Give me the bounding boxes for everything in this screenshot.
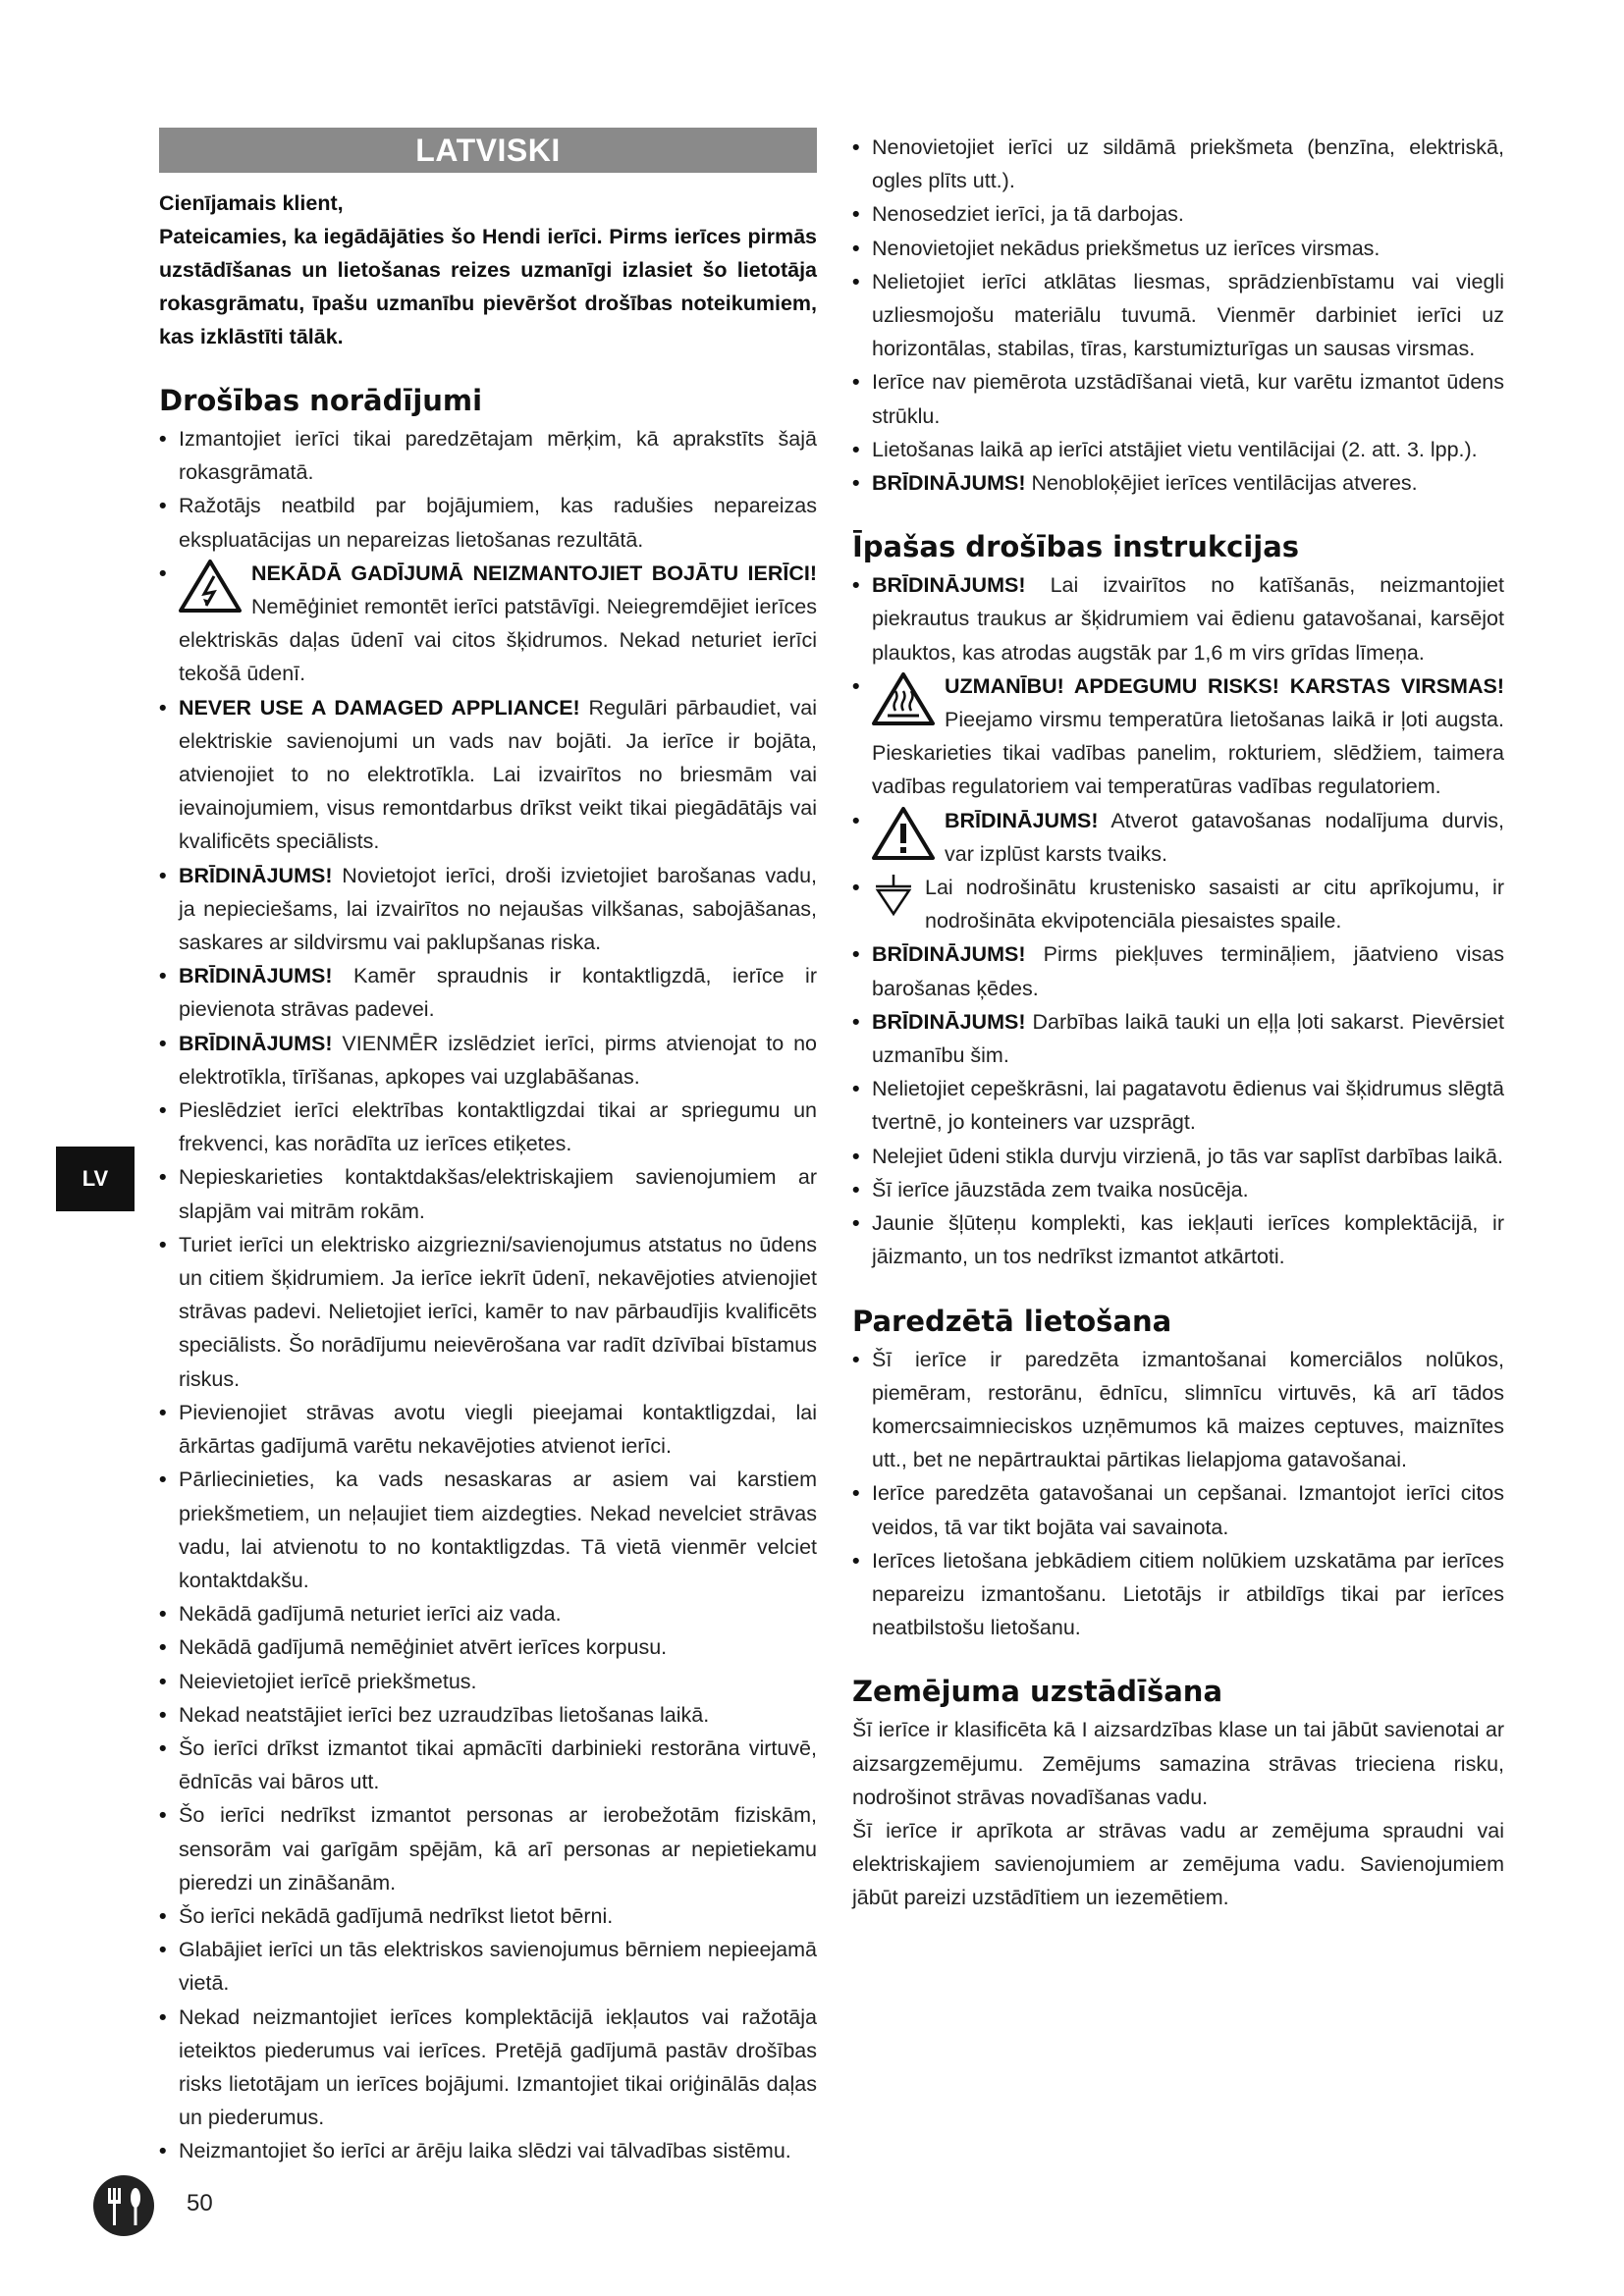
safety-heading: Drošības norādījumi: [159, 384, 483, 417]
hot-surface-bold: UZMANĪBU! APDEGUMU RISKS! KARSTAS VIRSMAS!: [945, 673, 1504, 698]
shock-warning-bold: NEKĀDĀ GADĪJUMĀ NEIZMANTOJIET BOJĀTU IERĪCI!: [251, 561, 817, 585]
page-number: 50: [187, 2190, 213, 2216]
warning-label: BRĪDINĀJUMS!: [872, 942, 1026, 967]
special-safety-list: [852, 568, 1504, 1273]
list-item: • Pievienojiet strāvas avotu viegli pieejamai kontaktligzdai, lai ārkārtas gadījumā varētu nekavējoties atvienot ierīci.: [159, 1396, 817, 1463]
warning-text: Novietojot ierīci, droši izvietojiet barošanas vadu, ja nepieciešams, lai izvairītos no nejaušas vilkšanas, sabojāšanas, saskares ar sildvirsmu vai paklupšanas riska.: [179, 863, 817, 955]
warning-label: BRĪDINĀJUMS!: [179, 863, 333, 887]
grounding-paragraph: Šī ierīce ir aprīkota ar strāvas vadu ar zemējuma spraudni vai elektriskajiem savienojumiem ar zemējuma vadu. Savienojumiem jābūt pareizi uzstādītiem un iezemētiem.: [852, 1818, 1504, 1910]
language-banner: LATVISKI: [159, 128, 817, 173]
list-item: • Nelejiet ūdeni stikla durvju virzienā, jo tās var saplīst darbības laikā.: [852, 1140, 1504, 1173]
list-item: • Nepieskarieties kontaktdakšas/elektriskajiem savienojumiem ar slapjām vai mitrām rokām.: [159, 1160, 817, 1227]
list-item: • Pieslēdziet ierīci elektrības kontaktligzdai tikai ar spriegumu un frekvenci, kas norādīta uz ierīces etiķetes.: [159, 1094, 817, 1160]
list-item: • Nelietojiet ierīci atklātas liesmas, sprādzienbīstamu vai viegli uzliesmojošu materiālu tuvumā. Vienmēr darbiniet ierīci uz horizontālas, stabilas, tīras, karstumizturīgas un sausas virsmas.: [852, 265, 1504, 366]
list-item: • Lietošanas laikā ap ierīci atstājiet vietu ventilācijai (2. att. 3. lpp.).: [852, 433, 1504, 466]
intended-use-list: [852, 1343, 1504, 1645]
intro-greeting: Cienījamais klient,: [159, 191, 344, 215]
list-item: [852, 669, 1504, 804]
language-side-tab: LV: [56, 1147, 135, 1211]
equipotential-icon: [872, 873, 915, 918]
intended-use-heading: Paredzētā lietošana: [852, 1304, 1172, 1338]
list-item: • Nekādā gadījumā nemēģiniet atvērt ierīces korpusu.: [159, 1630, 817, 1664]
warning-text: Pirms piekļuves termināļiem, jāatvieno visas barošanas ķēdes.: [872, 942, 1504, 1000]
list-item: • Ierīces lietošana jebkādiem citiem nolūkiem uzskatāma par ierīces nepareizu izmantošanu. Lietotājs ir atbildīgs tikai par ierīces neatbilstošu lietošanu.: [852, 1544, 1504, 1645]
list-item: • Šī ierīce ir paredzēta izmantošanai komerciālos nolūkos, piemēram, restorānu, ēdnīcu, slimnīcu virtuvēs, kā arī tādos komercsaimnieciskos uzņēmumos kā maizes ceptuves, maiznītes utt., bet ne nepārtrauktai pārtikas lielapjoma gatavošanai.: [852, 1343, 1504, 1477]
list-item: [852, 466, 1504, 500]
list-item: • Jaunie šļūteņu komplekti, kas iekļauti ierīces komplektācijā, ir jāizmanto, un tos nedrīkst izmantot atkārtoti.: [852, 1206, 1504, 1273]
list-item: [159, 959, 817, 1026]
cutlery-logo-icon: [92, 2174, 155, 2237]
warning-text: Kamēr spraudnis ir kontaktligzdā, ierīce ir pievienota strāvas padevei.: [179, 964, 817, 1022]
list-item: • Nenosedziet ierīci, ja tā darbojas.: [852, 197, 1504, 231]
equipotential-text: Lai nodrošinātu krustenisko sasaisti ar citu aprīkojumu, ir nodrošināta ekvipotenciāla piesaistes spaile.: [925, 876, 1504, 934]
grounding-paragraph: Šī ierīce ir klasificēta kā I aizsardzības klase un tai jābūt savienotai ar aizsargzemējumu. Zemējums samazina strāvas trieciena risku, nodrošinot strāvas novadīšanas vadu.: [852, 1718, 1504, 1809]
hot-surface-text: Pieejamo virsmu temperatūra lietošanas laikā ir ļoti augsta. Pieskarieties tikai vadības panelim, rokturiem, slēdžiem, taimera vadības regulatoriem vai temperatūras vadības regulatoriem.: [872, 708, 1504, 799]
list-item: [159, 557, 817, 691]
list-item: • Šo ierīci drīkst izmantot tikai apmācīti darbinieki restorāna virtuvē, ēdnīcās vai bāros utt.: [159, 1732, 817, 1798]
list-item: • Šo ierīci nedrīkst izmantot personas ar ierobežotām fiziskām, sensorām vai garīgām spējām, kā arī personas ar nepietiekamu pieredzi un zināšanām.: [159, 1798, 817, 1899]
electric-shock-warning-icon: [179, 559, 242, 614]
list-item: [852, 568, 1504, 669]
warning-text: VIENMĒR izslēdziet ierīci, pirms atvienojat to no elektrotīkla, tīrīšanas, apkopes vai uzglabāšanas.: [179, 1031, 817, 1089]
list-item: • Nenovietojiet nekādus priekšmetus uz ierīces virsmas.: [852, 232, 1504, 265]
list-item: • Nelietojiet cepeškrāsni, lai pagatavotu ēdienus vai šķidrumus slēgtā tvertnē, jo konteiners var uzsprāgt.: [852, 1072, 1504, 1139]
list-item: • Nekad neatstājiet ierīci bez uzraudzības lietošanas laikā.: [159, 1698, 817, 1732]
shock-warning-text: Nemēģiniet remontēt ierīci patstāvīgi. Neiegremdējiet ierīces elektriskās daļas ūdenī vai citos šķidrumos. Nekad neturiet ierīci tekošā ūdenī.: [179, 595, 817, 686]
damaged-text: Regulāri pārbaudiet, vai elektriskie savienojumi un vads nav bojāti. Ja ierīce ir bojāta, atvienojiet to no elektrotīkla. Lai izvairītos no briesmām vai ievainojumiem, visus remontdarbus drīkst veikt tikai piegādātājs vai kvalificēts speciālists.: [179, 695, 817, 854]
warning-label: BRĪDINĀJUMS!: [179, 1031, 333, 1055]
list-item: [852, 871, 1504, 937]
list-item: • Izmantojiet ierīci tikai paredzētajam mērķim, kā aprakstīts šajā rokasgrāmatā.: [159, 422, 817, 489]
list-item: • Neievietojiet ierīcē priekšmetus.: [159, 1665, 817, 1698]
list-item: • Ražotājs neatbild par bojājumiem, kas radušies nepareizas ekspluatācijas un nepareizas lietošanas rezultātā.: [159, 489, 817, 556]
list-item: • Turiet ierīci un elektrisko aizgriezni/savienojumus atstatus no ūdens un citiem šķidrumiem. Ja ierīce iekrīt ūdenī, nekavējoties atvienojiet strāvas padevi. Nelietojiet ierīci, kamēr to nav pārbaudījis kvalificēts speciālists. Šo norādījumu neievērošana var radīt dzīvībai bīstamus riskus.: [159, 1228, 817, 1396]
steam-text: Atverot gatavošanas nodalījuma durvis, var izplūst karsts tvaiks.: [945, 808, 1504, 866]
list-item: • Ierīce paredzēta gatavošanai un cepšanai. Izmantojot ierīci citos veidos, tā var tikt bojāta vai savainota.: [852, 1476, 1504, 1543]
steam-bold: BRĪDINĀJUMS!: [945, 808, 1099, 832]
list-item: • Pārliecinieties, ka vads nesaskaras ar asiem vai karstiem priekšmetiem, un neļaujiet tiem aizdegties. Nekad nevelciet strāvas vadu, lai atvienotu to no kontaktligzdas. Tā vietā vienmēr velciet kontaktdakšu.: [159, 1463, 817, 1597]
hot-surface-warning-icon: [872, 671, 935, 726]
warning-label: BRĪDINĀJUMS!: [179, 964, 333, 988]
intro: [159, 187, 817, 353]
list-item: [159, 859, 817, 960]
list-item: [159, 1027, 817, 1094]
grounding-heading: Zemējuma uzstādīšana: [852, 1675, 1223, 1709]
warning-text: Lai izvairītos no katīšanās, neizmantojiet piekrautus traukus ar šķidrumiem vai ēdienu gatavošanai, karsējot plauktos, kas atrodas augstāk par 1,6 m virs grīdas līmeņa.: [872, 573, 1504, 665]
warning-label: BRĪDINĀJUMS!: [872, 573, 1026, 598]
list-item: • Nenovietojiet ierīci uz sildāmā priekšmeta (benzīna, elektriskā, ogles plīts utt.).: [852, 131, 1504, 197]
left-column: [159, 128, 817, 2168]
warning-label: BRĪDINĀJUMS!: [872, 1009, 1026, 1034]
warning-text: Darbības laikā tauki un eļļa ļoti sakarst. Pievērsiet uzmanību šim.: [872, 1009, 1504, 1068]
list-item: • Nekad neizmantojiet ierīces komplektācijā iekļautos vai ražotāja ieteiktos piederumus vai ierīces. Pretējā gadījumā pastāv drošības risks lietotājam un ierīces bojājumi. Izmantojiet tikai oriģinālās daļas un piederumus.: [159, 2001, 817, 2135]
safety-list-continued: [852, 131, 1504, 500]
list-item: • Šī ierīce jāuzstāda zem tvaika nosūcēja.: [852, 1173, 1504, 1206]
list-item: • Nekādā gadījumā neturiet ierīci aiz vada.: [159, 1597, 817, 1630]
list-item: [852, 1005, 1504, 1072]
list-item: • Šo ierīci nekādā gadījumā nedrīkst lietot bērni.: [159, 1899, 817, 1933]
list-item: • Glabājiet ierīci un tās elektriskos savienojumus bērniem nepieejamā vietā.: [159, 1933, 817, 2000]
warning-text: Nenobloķējiet ierīces ventilācijas atveres.: [1025, 471, 1418, 496]
general-warning-icon: [872, 806, 935, 861]
list-item: [159, 691, 817, 859]
list-item: [852, 937, 1504, 1004]
intro-body: Pateicamies, ka iegādājāties šo Hendi ierīci. Pirms ierīces pirmās uzstādīšanas un lietošanas reizes uzmanīgi izlasiet šo lietotāja rokasgrāmatu, īpašu uzmanību pievēršot drošības noteikumiem, kas izklāstīti tālāk.: [159, 225, 817, 348]
damaged-bold: NEVER USE A DAMAGED APPLIANCE!: [179, 695, 580, 720]
list-item: • Neizmantojiet šo ierīci ar ārēju laika slēdzi vai tālvadības sistēmu.: [159, 2134, 817, 2167]
special-safety-heading: Īpašas drošības instrukcijas: [852, 530, 1300, 564]
warning-label: BRĪDINĀJUMS!: [872, 471, 1026, 496]
right-column: [852, 131, 1504, 1915]
list-item: • Ierīce nav piemērota uzstādīšanai vietā, kur varētu izmantot ūdens strūklu.: [852, 365, 1504, 432]
list-item: [852, 804, 1504, 871]
safety-list: [159, 422, 817, 2168]
